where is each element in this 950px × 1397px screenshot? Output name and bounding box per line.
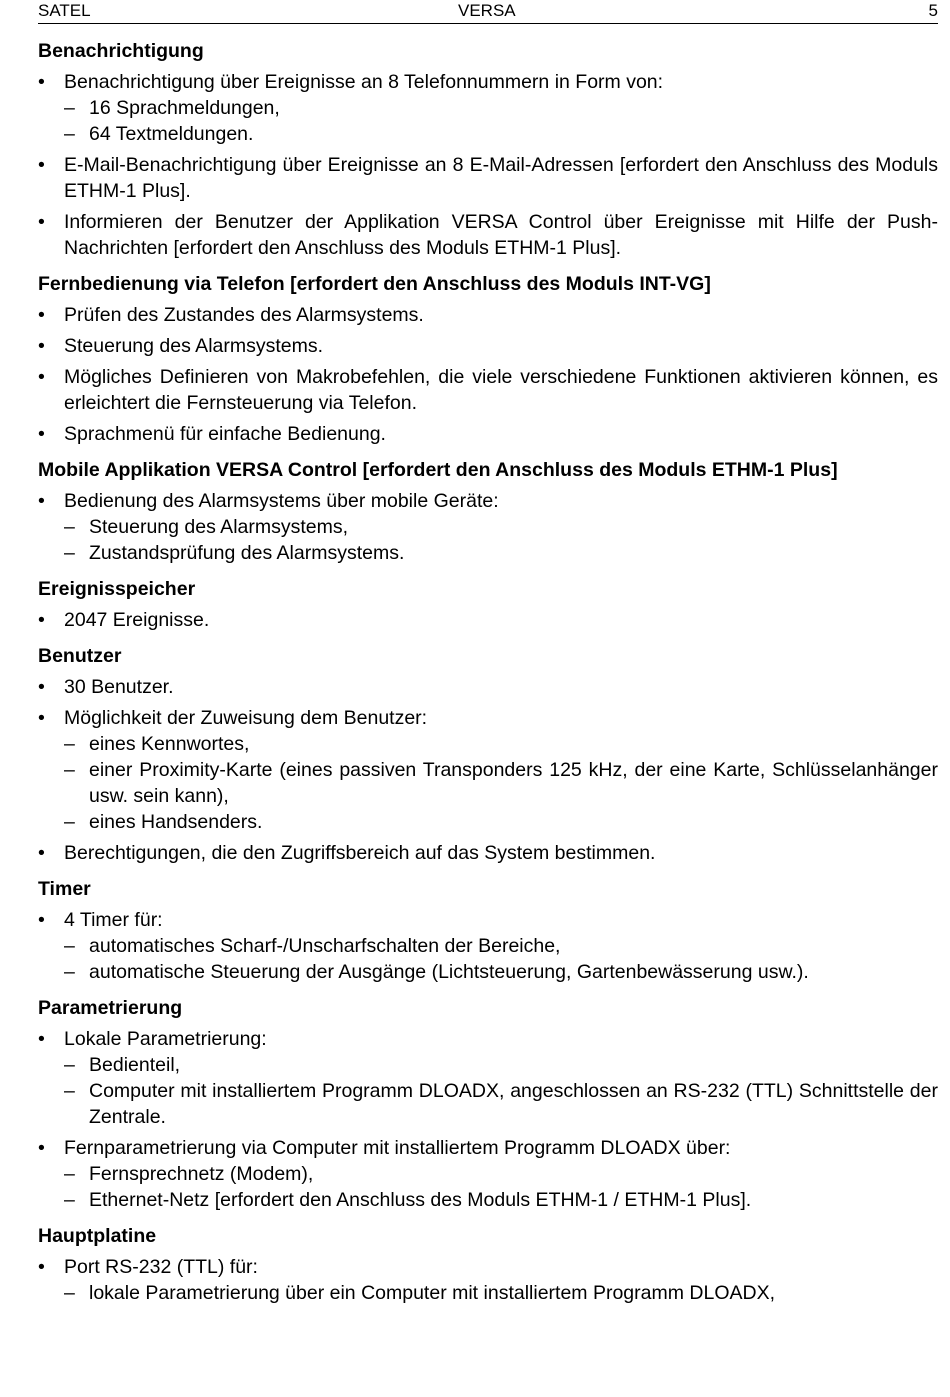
section-heading: Mobile Applikation VERSA Control [erfordert den Anschluss des Moduls ETHM-1 Plus] [38,459,838,481]
bullet-item: • Steuerung des Alarmsystems. [38,333,938,359]
dash-item: – einer Proximity-Karte (eines passiven Transponders 125 kHz, der eine Karte, Schlüsselanhänger usw. sein kann), [38,757,938,809]
section-heading: Timer [38,878,91,900]
dash-item: – Computer mit installiertem Programm DLOADX, angeschlossen an RS-232 (TTL) Schnittstelle der Zentrale. [38,1078,938,1130]
section-heading: Hauptplatine [38,1225,157,1247]
section-heading: Benachrichtigung [38,40,204,62]
bullet-item: • Berechtigungen, die den Zugriffsbereich auf das System bestimmen. [38,840,938,866]
bullet-item: • Mögliches Definieren von Makrobefehlen, die viele verschiedene Funktionen aktivieren können, es erleichtert die Fernsteuerung via Telefon. [38,364,938,416]
dash-item: – automatisches Scharf-/Unscharfschalten der Bereiche, [38,933,938,959]
page-header [38,0,938,24]
dash-item: – Ethernet-Netz [erfordert den Anschluss des Moduls ETHM-1 / ETHM-1 Plus]. [38,1187,938,1213]
dash-item: – lokale Parametrierung über ein Computer mit installiertem Programm DLOADX, [38,1280,938,1306]
dash-item: – eines Handsenders. [38,809,938,835]
bullet-item: • E-Mail-Benachrichtigung über Ereignisse an 8 E-Mail-Adressen [erfordert den Anschluss des Moduls ETHM-1 Plus]. [38,152,938,204]
bullet-item: • Benachrichtigung über Ereignisse an 8 Telefonnummern in Form von: [38,69,938,95]
section [38,38,938,271]
section [38,995,938,1223]
dash-item: – Bedienteil, [38,1052,938,1078]
bullet-item: • Möglichkeit der Zuweisung dem Benutzer: [38,705,938,731]
dash-item: – Fernsprechnetz (Modem), [38,1161,938,1187]
bullet-item: • Bedienung des Alarmsystems über mobile Geräte: [38,488,938,514]
section [38,643,938,876]
bullet-item: • Fernparametrierung via Computer mit installiertem Programm DLOADX über: [38,1135,938,1161]
bullet-item: • Port RS-232 (TTL) für: [38,1254,938,1280]
dash-item: – eines Kennwortes, [38,731,938,757]
bullet-item: • Lokale Parametrierung: [38,1026,938,1052]
section [38,457,938,576]
header-brand: SATEL [38,1,91,20]
section-heading: Benutzer [38,645,122,667]
dash-item: – 64 Textmeldungen. [38,121,938,147]
bullet-item: • 30 Benutzer. [38,674,938,700]
section-heading: Fernbedienung via Telefon [erfordert den Anschluss des Moduls INT-VG] [38,273,711,295]
section [38,271,938,457]
bullet-item: • Informieren der Benutzer der Applikation VERSA Control über Ereignisse mit Hilfe der Push-Nachrichten [erfordert den Anschluss des Moduls ETHM-1 Plus]. [38,209,938,261]
bullet-item: • Sprachmenü für einfache Bedienung. [38,421,938,447]
section [38,576,938,643]
section [38,1223,938,1316]
header-product: VERSA [458,1,516,20]
document-body [38,38,938,1316]
bullet-item: • Prüfen des Zustandes des Alarmsystems. [38,302,938,328]
dash-item: – Steuerung des Alarmsystems, [38,514,938,540]
dash-item: – Zustandsprüfung des Alarmsystems. [38,540,938,566]
dash-item: – automatische Steuerung der Ausgänge (Lichtsteuerung, Gartenbewässerung usw.). [38,959,938,985]
section [38,876,938,995]
header-page-number: 5 [928,1,938,20]
section-heading: Parametrierung [38,997,183,1019]
dash-item: – 16 Sprachmeldungen, [38,95,938,121]
section-heading: Ereignisspeicher [38,578,196,600]
bullet-item: • 4 Timer für: [38,907,938,933]
bullet-item: • 2047 Ereignisse. [38,607,938,633]
